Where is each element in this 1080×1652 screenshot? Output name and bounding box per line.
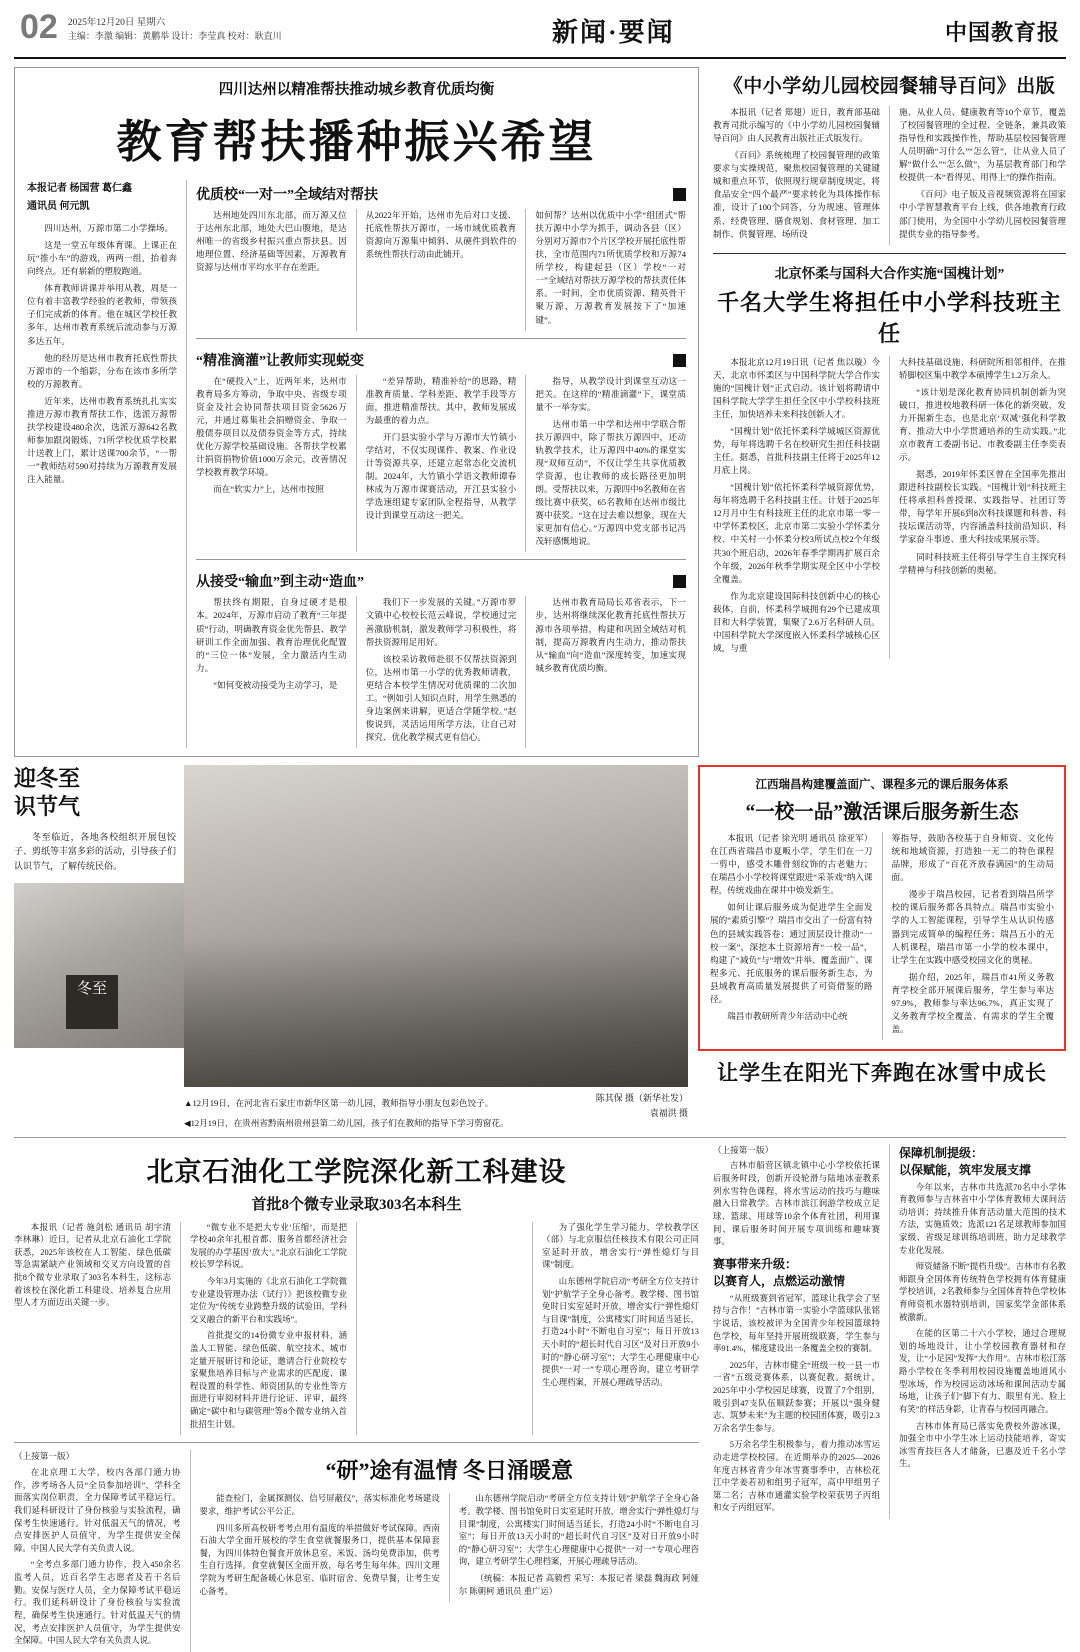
column-divider <box>882 832 883 1040</box>
research-signature: （统稿：本报记者 高毅哲 采写：本报记者 梁磊 魏海政 阿娅尔 陈朝柯 通讯员 重广运） <box>458 1573 699 1596</box>
square-marker-icon <box>673 354 686 367</box>
bpec-title: 北京石油化工学院深化新工科建设 <box>146 1156 567 1187</box>
rule <box>14 1137 1066 1138</box>
sun-head2-l1: 保障机制提级： <box>899 1145 984 1160</box>
highlight-title: “一校一品”激活课后服务新生态 <box>745 802 1019 824</box>
lead-para: 该校采访教师赴很不仅帮扶资源到位，达州市第一小学的优秀教师请教，更结合本校学生情况对优质课的二次加工。“例如引人知识点时，用学生熟悉的身边案例来讲解，更适合学随学校。”赵俊说到，灵活运用所学方法，让自己对探究、优化教学模式更有信心。 <box>365 653 517 742</box>
article1-para: 施、从业人员、健康教育等10个章节，覆盖了校园餐管理的全过程、全链条，兼具政策指导性和实践操作性，帮助基层校园餐管理人员明确“习什么”“怎么管”，让从业人员了解“做什么”“怎么做”，为基层教育部门和学校提供一本“看得见、用得上”的操作指南。 <box>899 107 1066 183</box>
sun-para: 2025年，吉林市健全“班级一校一县一市一省”五级竞赛体系，以赛促教。据统计，2025年中小学校园足球赛，设置了7个组别，吸引到47支队伍顺跃参赛；开展以“强身健志、筑梦未来”为主题的校园团体赛，吸引2.3万余名学生参与。 <box>713 1360 880 1433</box>
article2-col1 <box>713 356 880 659</box>
masthead <box>14 0 1066 55</box>
lead-body <box>196 180 686 748</box>
highlight-para: 如何让课后服务成为促进学生全面发展的“素质引擎”？瑞昌市交出了一份富有特色的县域实践答卷：通过顶层设计推动“一校一案”，深挖本土资源培育“一校一品”，构建了“减负”与“增效”并举、覆盖面广、课程多元、托底服务的课后服务新生态，为县域教育高质量发展提供了可资借鉴的路径。 <box>710 902 873 1004</box>
research-para: 在北京理工大学，校内各部门通力协作，涉考场各人员“全员参加培训”，学科全面落实岗位职责，全力保障考试平稳运行。我们延科研设计了身份核验与实验流程，确保考生快速通行。针对低温天气的情况，考点安排医护人员值守，为学生提供安全保障。中国人民大学有关负责人说。 <box>14 1468 181 1553</box>
column-divider <box>356 1222 357 1436</box>
sun-para: 吉林市船营区镇北镇中心小学校依托课后服务时段，创新开设轮滑与陆地冰壶教系列水雪特色课程，将水雪运动的技巧与趣味融入日常教学。吉林市滨江润游学校成立足球、篮球、用球等10余个体育社团，利用课间、课后服务时间开展专项训练和趣味赛事。 <box>713 1161 880 1247</box>
lead-para: “如何变被动接受为主动学习，是 <box>213 679 338 690</box>
research-article <box>200 1450 700 1651</box>
lead-para: 指导，从教学设计到课堂互动这一把关。在这样的“精准滴灌”下，课堂质量不一举夯实。 <box>535 375 687 412</box>
article2-para: “国槐计划”依托怀柔科学城城区资源优势，每年将选聘千名在校研究生担任科技副主任。据悉，首批科技副主任将于2025年12月底上岗。 <box>713 425 880 476</box>
winter-solstice-block <box>14 765 184 1131</box>
research-para: 四川多所高校研考考点用有温度的举措做好考试保障。西南石油大学全面开展校的学生食堂就餐服务口，提供基本保障套餐，为四川体特色餐食开放休息室、米饭、汤均免费添加，供考生自行选择。食堂就餐区全面开放，每名考生每年体。四川文理学院为考研生配备暖心休息室、临时宿舍、免费早餐，让考生安心备考。 <box>199 1523 440 1596</box>
lead-para: 达州市教育局局长邓省表示，下一步，达州将继续深化教育托底性帮扶万源市各项举措，构建和巩固全域结对机制，提高万源教育内生动力，推动帮扶从“输血”向“造血”深度转变，加速实现城乡教育优质均衡。 <box>535 597 687 673</box>
lead-byline-2: 通讯员 何元凯 <box>27 201 90 212</box>
sun-head1-l2: 以赛育人，点燃运动激情 <box>713 1273 846 1288</box>
highlight-col1 <box>710 832 873 1040</box>
lead-subhead-3: 从接受“输血”到主动“造血” <box>196 575 364 591</box>
highlight-subtitle: 江西瑞昌构建覆盖面广、课程多元的课后服务体系 <box>755 779 1009 792</box>
lead-para: 他的经历是达州市教育托底性帮扶万源市的一个缩影，分布在该市多所学校的万源教育。 <box>27 352 177 389</box>
lead-s1-c1 <box>196 209 347 331</box>
highlight-para: 漫步于瑞昌校园，记者看到瑞昌所学校的课后服务都各具特点。瑞昌市实验小学的人工智能课程，引导学生从认识传感器到完成简单的编程任务；瑞昌五小的无人机课程，瑞昌市第一小学的校本课中，让学生在实践中感受校园文化的奥秘。 <box>891 889 1054 965</box>
article2-para: 同时科技班主任将引导学生自主探究科学精神与科技创新的奥秘。 <box>899 551 1066 575</box>
highlight-article-wrap <box>698 765 1066 1131</box>
bpec-subtitle: 首批8个微专业录取303名本科生 <box>251 1196 462 1213</box>
lead-para: 这是一堂五年级体育课。上课正在玩“推小车”的游戏，两两一组，抬着奔向终点。还有崭新的塑胶跑道。 <box>27 240 177 277</box>
column-divider <box>889 1144 890 1520</box>
lead-para: 体育教师讲课并举用从教，周是一位有着丰富教学经验的老教师，带领孩子们完成新的体育。他在城区学校任教多年，达州市教育系统后流动参与万源多达五年。 <box>27 283 177 346</box>
square-marker-icon <box>673 575 686 588</box>
article2-col2 <box>899 356 1066 659</box>
lead-para: 近年来，达州市教育系统扎扎实实推进万源市教育帮扶工作，选派万源帮扶学校建设480余次，选派万源642名教师参加跟岗锻炼，71所学校优质学校累计送教上门，累计送课700余节，“一帮一”教师结对590对持续为万源教育发展注入能量。 <box>27 395 177 485</box>
photo-sign-label: 冬至 <box>66 975 118 1029</box>
article1-col2 <box>899 106 1066 245</box>
photo-section <box>14 765 1066 1131</box>
lead-subtitle: 四川达州以精准帮扶推动城乡教育优质均衡 <box>218 82 495 98</box>
bottom-left-block <box>14 1144 699 1652</box>
winter-text: 冬至临近，各地各校组织开展包饺子、剪纸等丰富多彩的活动，引导孩子们认识节气，了解传统民俗。 <box>14 832 177 871</box>
photo-caption-2: ◀12月19日，在贵州省黔南州贵州县第二幼儿园，孩子们在教师的指导下学习剪窗花。 <box>184 1117 509 1128</box>
column-divider <box>525 596 526 748</box>
rule <box>713 253 1066 254</box>
page-number: 02 <box>20 8 58 46</box>
column-divider <box>525 375 526 553</box>
lead-s3-c2 <box>366 596 517 748</box>
research-para: 能查检门，金属探测仪、信号屏蔽仪”，落实标准化考场建设要求，维护考试公平公正。 <box>199 1494 440 1516</box>
sun-para: “从班级赛到省冠军，篮球让我学会了坚持与合作！”吉林市第一实验小学篮球队张铭宇说话，该校被评为全国青少年校园篮球特色学校，每年坚持开展班级联赛，学生参与率91.4%，梯度建设出一条覆盖全校的赛制。 <box>713 1293 880 1354</box>
research-para: 山东德州学院启动“考研全方位支持计划”护航学子全身心备考。教学楼、图书馆免时日实室延时开放，增舍实行“弹性熄灯与目课”制度，公寓楼实门时间适当延长，打造24小时“不断电自习室”；每日开放13天小时的“超长时代自习区”及对日开放9小时的“静心研习室”；大学生心理健康中心提供“一对一”专项心理咨询，建立考研学生心理档案，开展心理疏导活动。 <box>542 1277 699 1387</box>
highlight-article <box>698 765 1066 1051</box>
research-col1 <box>14 1450 181 1651</box>
right-top-column <box>699 67 1066 757</box>
lead-para: 达州地处四川东北部，而万源又位于达州东北部，地处大巴山腹地，是达州唯一的省级乡村振兴重点帮扶县。因地理位置、经济基础等因素，万源教育资源与达州市平均水平存在差距。 <box>196 210 347 273</box>
top-section <box>14 67 1066 757</box>
sun-para: 师资储备不断“提档升级”。吉林市有名教师跟身全国体育传统特色学校拥有体育健康学校培训，2名教师参与全国体育特色学校体育师资机水器特别培训，国家奖学金部体系被激新。 <box>899 1262 1066 1322</box>
bpec-para: 首批提交的14份微专业申报材料，涵盖人工智能、绿色低碳、航空技术、城市定量开展研讨和论证，邀请合行业院校专家聚焦培养目标与产业需求的匹配度、课程设置的科学性、师资团队的专业性等方面进行审阅材料并进行论证、评审，最终确定“碳中和与碳管理”等8个微专业纳入首批招生计划。 <box>190 1331 347 1429</box>
photo-credit-2: 袁福洪 摄 <box>649 1108 688 1119</box>
rule <box>196 559 686 560</box>
masthead-meta <box>68 10 282 44</box>
column-divider <box>356 375 357 553</box>
article1-para: 《百问》电子版及音视频资源将在国家中小学智慧教育平台上线，供各地教育行政部门使用，为全国中小学幼儿园校园餐管理提供专业的指导参考。 <box>899 189 1066 239</box>
highlight-para: 瑞昌市教研所青少年活动中心统 <box>727 1010 848 1021</box>
highlight-col2 <box>892 832 1055 1040</box>
bpec-byline: 本报讯（记者 施剑松 通讯员 胡宇清 李林琳）近日，记者从北京石油化工学院获悉，2025年该校在人工智能、绿色低碳等急需紧缺产业领域和交叉方向设置的首批8个微专业录取了303名本科生，这标志着该校在深化新工科建设、培养复合应用型人才方面迈出关键一步。 <box>14 1222 171 1308</box>
article1-title: 《中小学幼儿园校园餐辅导百问》出版 <box>723 76 1056 97</box>
sun-para: 今年以来，吉林市共选派70名中小学体育教师参与吉林省中小学体育教师大课间活动培训；持续推升体育活动量大范围的技术方法，实施质效；选派121名足球教师参加国家级、省级足球训练培训班，助力足球教学专业化发展。 <box>899 1182 1066 1255</box>
sun-head1-l1: 赛事带来升级： <box>713 1256 798 1271</box>
column-divider <box>889 356 890 659</box>
lead-para: “差异帮助，精准补给”的思路，精准教育质量、学科差距、教学手段等方面，推进精准帮扶。其中，教师发展成为最重的着力点。 <box>365 375 517 425</box>
article2-subtitle: 北京怀柔与国科大合作实施“国槐计划” <box>774 265 1005 281</box>
column-divider <box>449 1493 450 1602</box>
lead-s2-c3 <box>535 375 686 553</box>
photo-caption-1: ▲12月19日，在河北省石家庄市新华区第一幼儿园，教师指导小朋友包彩色饺子。 <box>184 1098 494 1109</box>
lead-para: 如何帮？达州以优质中小学“组团式”帮扶万源中小学为抓手，调动各县（区）分别对万源市7个片区学校开展托底性帮扶，全市范围内71所优质学校和万源74所学校，构建起县（区）学校“一对一”全域结对帮扶万源学校的帮扶责任体系。一时间，全市优质资源、精英骨干聚万源，万源教育发展按下了“加速键”。 <box>535 210 687 325</box>
rule <box>196 338 686 339</box>
bpec-col1 <box>14 1222 171 1436</box>
sun-col1 <box>713 1144 880 1520</box>
column-divider <box>180 1222 181 1436</box>
sun-col2 <box>899 1144 1066 1520</box>
bpec-para: 今年3月实施的《北京石油化工学院微专业建设管理办法（试行）》把该校微专业定位为“传统专业跨整升级的试验田，学科交叉融合的新平台和实践场”。 <box>190 1277 347 1324</box>
lead-subhead-2: “精准滴灌”让教师实现蜕变 <box>196 353 364 369</box>
article1-byline: 本报讯（记者 郑翅）近日，教育部基础教育司批示编写的《中小学幼儿园校园餐辅导百问》由人民教育出版社正式版发行。 <box>713 107 880 144</box>
article1-col1 <box>713 106 880 245</box>
lead-s3-c1 <box>196 596 347 748</box>
column-divider <box>525 209 526 331</box>
publication-date: 2025年12月20日 星期六 <box>67 18 166 28</box>
research-para: 为了强化学生学习能力，学校教学区（部）与北京服信任核技术有限公司正同室延时开放，增舍实行“弹性熄灯与目课”制度。 <box>542 1222 699 1270</box>
lead-para: 帮扶终有期限，自身过硬才是根本。2024年，万源市启动了教育“三年提质”行动，明确教育资金优先帮县、教学研训工作全面加强、教育治理优化配置的“三位一体”发展，全力激活内生动力。 <box>196 597 347 673</box>
staff-credits: 主编：李激 编辑：黄鹏举 设计：李莹真 校对：耿直川 <box>67 31 282 42</box>
photo-dumpling-making <box>184 765 688 1087</box>
lead-s3-c3 <box>535 596 686 748</box>
article2-byline: 本报北京12月19日讯（记者 焦以璇）今天，北京市怀柔区与中国科学院大学合作实施的“国槐计划”正式启动。该计划将聘请中国科学院大学学生担任全区中小学校科技班主任，加快培养未来科技创新人才。 <box>713 356 880 419</box>
research-c1 <box>200 1493 440 1602</box>
highlight-para: 据介绍，2025年，瑞昌市41所义务教育学校全部开展课后服务，学生参与率达97.9%，教师参与率达96.7%，真正实现了义务教育学校全覆盖、有需求的学生全覆盖。 <box>891 971 1054 1034</box>
sun-head2-l2: 以保赋能，筑牢发展支撑 <box>899 1162 1032 1177</box>
research-para: 山东德州学院启动“考研全方位支持计划”护航学子全身心备考。教学楼、图书馆免时日实室延时开放，增舍实行“弹性熄灯与目课”制度，公寓楼实门时间适当延长，打造24小时“不断电自习室”；每日开放13天小时的“超长时代自习区”及对日开放9小时的“静心研习室”；大学生心理健康中心提供“一对一”专项心理咨询，建立考研学生心理档案，开展心理疏导活动。 <box>458 1494 699 1567</box>
research-col0 <box>542 1222 699 1436</box>
sun-para: 在能的区第二十六小学校，通过合理规划的场地设计，让小学校园教育器材和存发，让“小足园”发挥“大作用”。吉林市松江落路小学校在冬季利用校园设施覆盖地道风小型冰场，作为校园运动冰场和课间活动专属场地，让孩子们“脚下有力、眼里有光、脸上有笑”的样活身影，让青春与校园再融合。 <box>899 1329 1066 1414</box>
research-para: “全考点多部门通力协作，投入450余名监考人员，近百名学生志愿者及若干名后勤。安保与医疗人员，全力保障考试平稳运行。我们延科研设计了身份核验与实验流程，确保考生快速通行。针对低温天气的情况，考点安排医护人员值守，为学生提供安全保障。中国人民大学有关负责人说。 <box>14 1560 181 1646</box>
lead-para: 在“硬投入”上，近两年来，达州市教育局多方筹动，争取中央、省级专项资金及社会协同帮扶项目资金5626万元，并通过募集社会捐赠资金、争取一般债券项目以及债券资金等方式，持续优化万源学校基础设施。各帮扶学校累计捐资捐物价值1000万余元，改善情况学校教育教学环境。 <box>196 375 347 477</box>
paper-name: 中国教育报 <box>944 20 1060 45</box>
lead-article <box>14 67 699 757</box>
bpec-col3 <box>366 1222 523 1436</box>
sun-para: 5万余名学生积极参与，着力推动冰雪运动走进学校校园。在近期举办的2025—2026年度吉林省青少年冰雪赛事季中，吉林松花江中学姜若初和组男子冠军，高中甲组男子第二名；吉林市通灌实验学校荣获男子丙组和女子丙组冠军。 <box>713 1440 880 1513</box>
article2-para: 据悉，2019年怀柔区曾在全国率先推出跟进科技副校长实践。“国槐计划”科技班主任将承担科普授课、实践指导、社团订等带，每学年开展6到8次科技课题和科普、科技坛课活动等，内容涵盖科技前沿知识、科学家奋斗事迹、重大科技成果展示等。 <box>899 469 1066 545</box>
article2-para: “国槐计划”依托怀柔科学城资源优势，每年将选聘千名科技副主任。计划于2025年12月月中生有科技班主任的北京市第一零一中学怀柔校区，北京市第二实验小学怀柔分校、中关村一小怀柔分校3所试点校2个年级共30个班启动，2026年春季学期再扩展百余个年级，2026年秋季学期实现全区中小学校全覆盖。 <box>713 482 880 584</box>
column-divider <box>356 596 357 748</box>
article2-title: 千名大学生将担任中小学科技班主任 <box>716 289 1062 346</box>
research-title: “研”途有温情 冬日涌暖意 <box>325 1458 573 1484</box>
lead-para: 开门县实验小学与万源市大竹镇小学结对，不仅实现课件、教案、作业设计等资源共享，还建立起常态化交流机制。2024年，大竹镇小学语文教师谭春林成为万源市课赛活动，开江县实验小学选速组建专家团队全程指导，从教学设计到课堂互动这一把关。 <box>365 431 517 521</box>
sun-para: 吉林市体育局已落实免费校外游冰课，加强全市中小学生冰上运动技能培养，寄实冰雪育技巨各人才储备，已惠及近千名小学生。 <box>899 1421 1066 1469</box>
lead-s1-c3 <box>535 209 686 331</box>
highlight-para: 筹指导，鼓励各校基于自身师资、文化传统和地域资源，打造独一无二的特色课程品牌，形成了“百花齐放春满园”的生动局面。 <box>891 833 1054 883</box>
sun-article-title: 让学生在阳光下奔跑在冰雪中成长 <box>717 1061 1047 1085</box>
lead-para: 从2022年开始，达州市先后对口支援、托底性帮扶万源市，一场市域优质教育资源向万源集中倾斜、从硬件到软件的系统性帮扶行动由此铺开。 <box>365 210 517 260</box>
column-divider <box>889 106 890 245</box>
lead-col-1 <box>27 180 177 748</box>
article2-para: 大科技基础设施、科研院所相邻相伴，在推轿脚校区集中教学本硕博学生1.2万余人。 <box>899 356 1066 380</box>
section-title: 新闻·要闻 <box>551 18 675 47</box>
rule <box>14 1442 699 1443</box>
bottom-section <box>14 1144 1066 1652</box>
continuation-note: （上接第一版） <box>713 1144 774 1155</box>
article1-para: 《百问》系统梳理了校园餐管理的政策要求与实操规范，聚焦校园餐管理的关键键城和重点环节，依照现行规章制度规定，将食品安全“四个最严”要求转化为具体操作标准，设计了100个同答，分为规速、管理体系、经费管理、膳食规划、食材管理、加工制作、供餐管理、场所设 <box>713 150 880 239</box>
lead-subhead-1: 优质校“一对一”全域结对帮扶 <box>196 188 378 203</box>
lead-s2-c2 <box>366 375 517 553</box>
lead-s1-c2 <box>366 209 517 331</box>
article2-para: 作为北京建设国际科技创新中心的核心载体，自前，怀柔科学城拥有29个已建成项目和大科学装置，集聚了2.6万名科研人员。中国科学院大学深度嵌入怀柔科学城核心区域，与重 <box>713 590 880 653</box>
lead-para: 达州市第一中学和达州中学联合帮扶万源四中，除了帮扶万源四中，还动轨教学技术，让万源四中40%的课堂实现“双师互动”，不仅让学生共享优质教学资源，也让教师的成长路径更加明朗。受帮扶以来，万源四中9名教师在省级比赛中获奖，65名教师在达州市级比赛中获奖。“这在过去难以想象，现在大家更加有信心。”万源四中党支部书记冯茂轩感慨地说。 <box>535 418 687 547</box>
lead-byline-1: 本报记者 杨国营 葛仁鑫 <box>27 183 132 194</box>
photo-main-block <box>184 765 698 1131</box>
highlight-byline: 本报讯（记者 徐光明 通讯员 徐亚军）在江西省瑞昌市夏畈小学，学生们在一刀一剪中，感受木雕骨刻纹饰的古老魅力；在瑞昌小小学校将课堂跟进“采茶戏”纳入课程，传统戏曲在课井中焕发新生。 <box>710 833 873 896</box>
column-divider <box>190 1450 191 1651</box>
bpec-col2 <box>190 1222 347 1436</box>
research-c2 <box>459 1493 699 1602</box>
lead-para: 我们下一步发展的关键。”万源市罗文镇中心校校长范云峰说，学校通过完善激励机制，激发教师学习积极性，将帮扶资源用足用好。 <box>365 597 517 647</box>
continuation-note: （上接第一版） <box>14 1451 75 1462</box>
masthead-rule <box>14 57 1066 59</box>
bpec-para: “微专业不是把大专业‘压缩’，而是把学校40余年扎根首都、服务首都经济社会发展的办学基因‘放大’。”北京石油化工学院校长罗学科说。 <box>190 1222 347 1270</box>
column-divider <box>532 1222 533 1436</box>
column-divider <box>186 180 187 748</box>
winter-title-line2: 识节气 <box>14 793 81 819</box>
lead-s2-c1 <box>196 375 347 553</box>
article2-para: “该计划是深化教育协同机制创新为突破口，推进校地教科研一体化的新突破，发力开掘新生态，也是北京‘双减’强化科学教育、推动大中小学贯通培养的生动实践。”北京市教育工委副书记、市教委副主任李奕表示。 <box>899 386 1066 463</box>
photo-credit-1: 陈其保 摄（新华社发） <box>595 1093 688 1104</box>
sun-article-body <box>699 1144 1066 1652</box>
lead-title: 教育帮扶播种振兴希望 <box>116 116 597 167</box>
column-divider <box>356 209 357 331</box>
square-marker-icon <box>673 188 686 201</box>
lead-para: 四川达州，万源市第二小学操场。 <box>44 223 174 233</box>
winter-title-line1: 迎冬至 <box>14 766 81 792</box>
lead-para: 而在“软实力”上，达州市按照 <box>213 484 324 495</box>
